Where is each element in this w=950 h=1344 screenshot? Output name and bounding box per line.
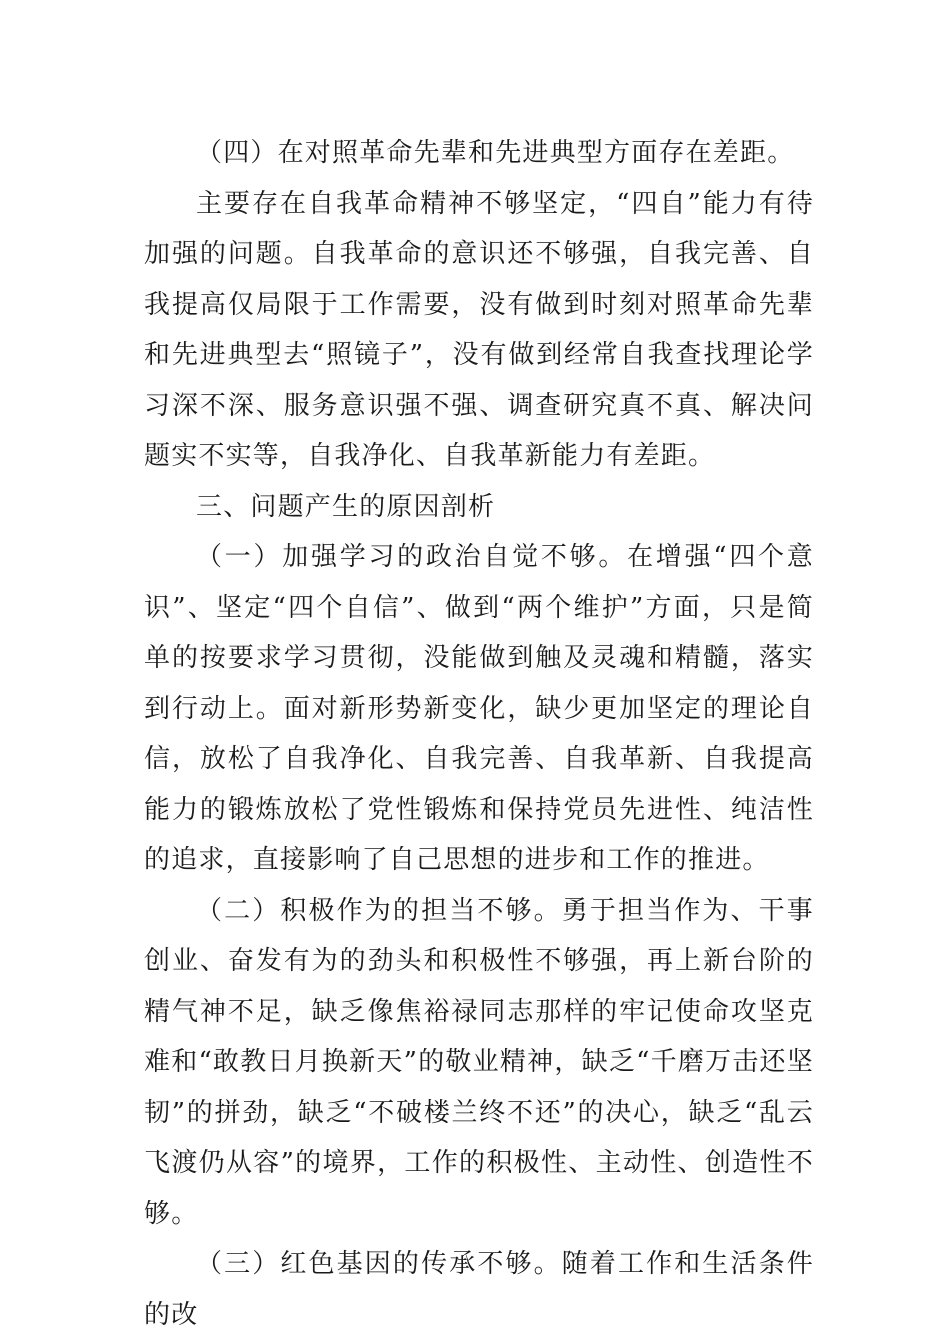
paragraph-active-responsibility: （二）积极作为的担当不够。勇于担当作为、干事创业、奋发有为的劲头和积极性不够强，再上新台阶的精气神不足，缺乏像焦裕禄同志那样的牢记使命攻坚克难和“敢教日月换新天”的敬业精神，缺乏“千磨万击还坚韧”的拼劲，缺乏“不破楼兰终不还”的决心，缺乏“乱云飞渡仍从容”的境界，工作的积极性、主动性、创造性不够。 [144,895,814,1229]
document-body [144,128,814,1340]
paragraph-red-gene: （三）红色基因的传承不够。随着工作和生活条件的改 [144,1249,814,1330]
paragraph-section-four-heading: （四）在对照革命先辈和先进典型方面存在差距。 [196,138,795,168]
paragraph-self-revolution: 主要存在自我革命精神不够坚定，“四自”能力有待加强的问题。自我革命的意识还不够强，自我完善、自我提高仅局限于工作需要，没有做到时刻对照革命先辈和先进典型去“照镜子”，没有做到经常自我查找理论学习深不深、服务意识强不强、调查研究真不真、解决问题实不实等，自我净化、自我革新能力有差距。 [144,188,814,471]
paragraph-section-three-heading: 三、问题产生的原因剖析 [196,491,496,522]
paragraph-political-awareness: （一）加强学习的政治自觉不够。在增强“四个意识”、坚定“四个自信”、做到“两个维护”方面，只是简单的按要求学习贯彻，没能做到触及灵魂和精髓，落实到行动上。面对新形势新变化，缺少更加坚定的理论自信，放松了自我净化、自我完善、自我革新、自我提高能力的锻炼放松了党性锻炼和保持党员先进性、纯洁性的追求，直接影响了自己思想的进步和工作的推进。 [144,542,814,875]
